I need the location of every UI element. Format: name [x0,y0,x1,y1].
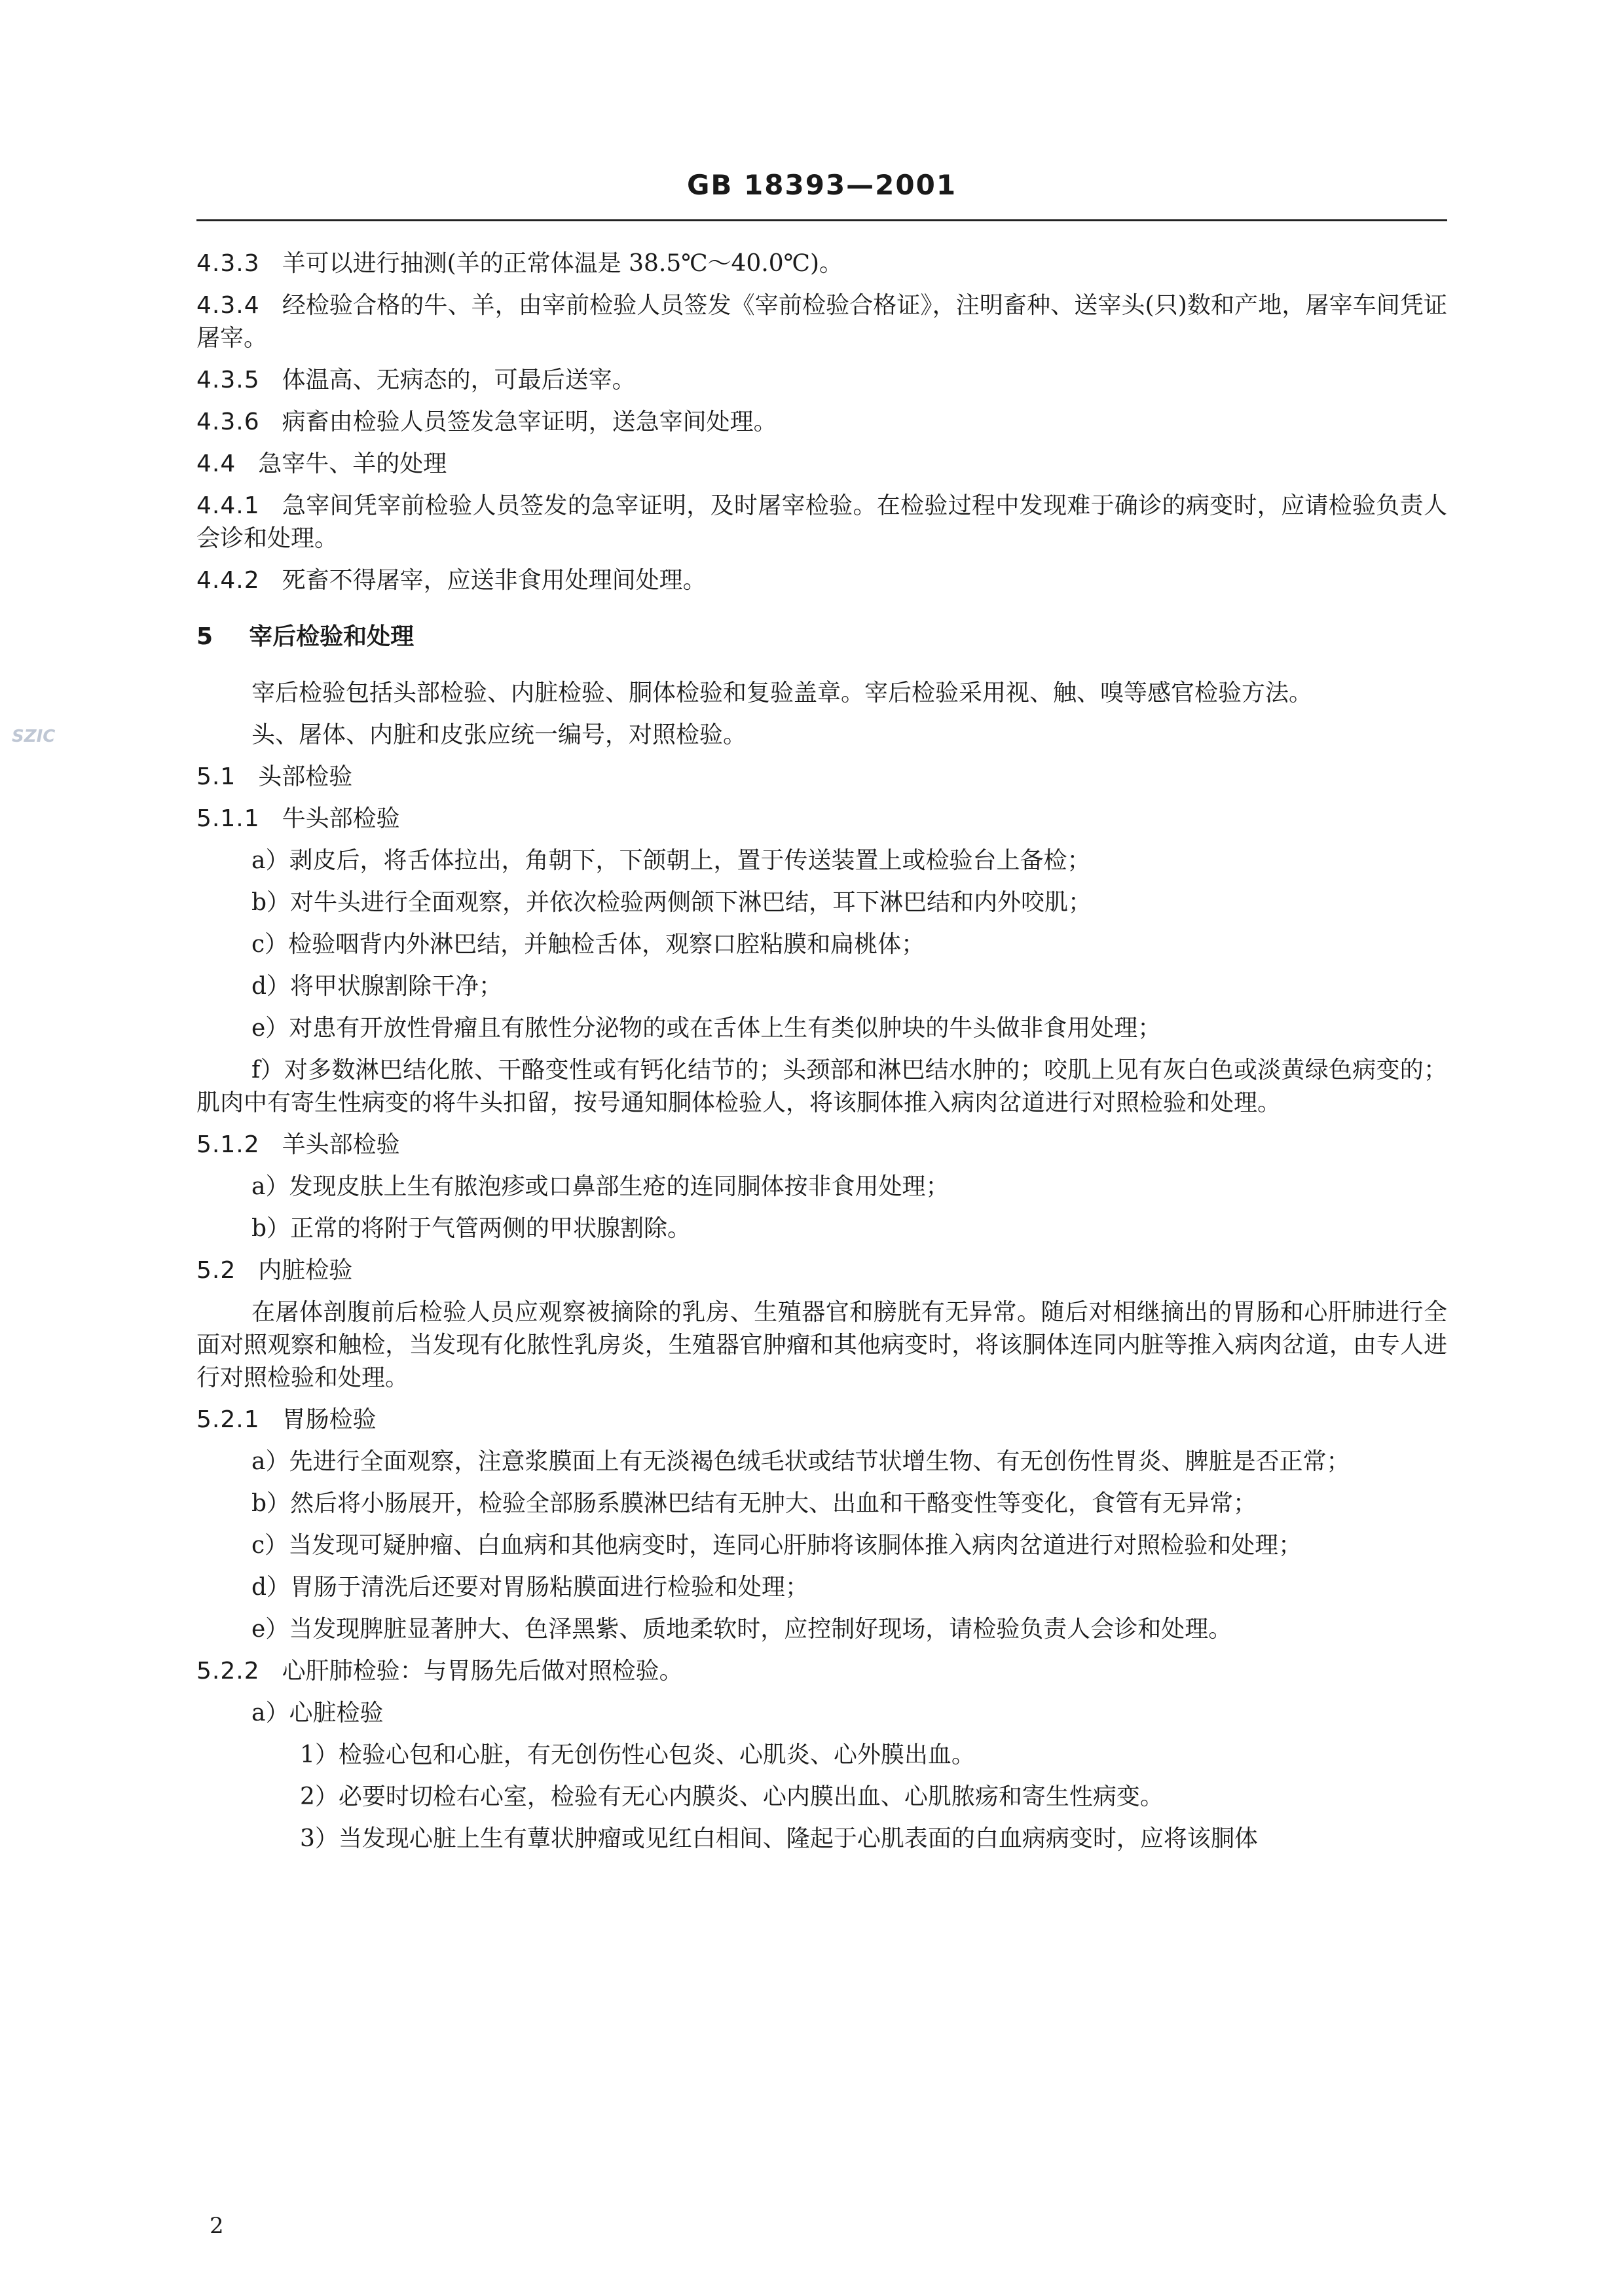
paragraph [196,970,1447,1003]
clause-number: 5.2.1 [196,1406,260,1433]
clause-text: 2）必要时切检右心室，检验有无心内膜炎、心内膜出血、心肌脓疡和寄生性病变。 [300,1783,1164,1810]
clause-text: d）将甲状腺割除干净； [251,973,503,1000]
clause [196,406,1447,439]
clause-number: 4.4.2 [196,567,260,594]
clause [196,761,1447,793]
clause [196,247,1447,280]
paragraph [196,1212,1447,1245]
clause-text: f）对多数淋巴结化脓、干酪变性或有钙化结节的；头颈部和淋巴结水肿的；咬肌上见有灰白色或淡黄绿色病变的；肌肉中有寄生性病变的将牛头扣留，按号通知胴体检验人，将该胴体推入病肉岔道进行对照检验和处理。 [196,1057,1447,1116]
paragraph [196,1571,1447,1604]
clause-number: 4.3.3 [196,250,260,277]
clause-text: 在屠体剖腹前后检验人员应观察被摘除的乳房、生殖器官和膀胱有无异常。随后对相继摘出的胃肠和心肝肺进行全面对照观察和触检，当发现有化脓性乳房炎，生殖器官肿瘤和其他病变时，将该胴体连同内脏等推入病肉岔道，由专人进行对照检验和处理。 [196,1299,1447,1391]
clause-text: 死畜不得屠宰，应送非食用处理间处理。 [282,567,707,594]
clause-text: c）检验咽背内外淋巴结，并触检舌体，观察口腔粘膜和扁桃体； [251,931,925,958]
clause-text: 牛头部检验 [282,805,400,832]
clause-text: 体温高、无病态的，可最后送宰。 [282,367,636,393]
clause-text: a）心脏检验 [251,1700,384,1726]
clause [196,1129,1447,1161]
clause [196,1655,1447,1688]
paragraph [196,1781,1447,1813]
body-text [196,247,1447,1865]
clause-number: 5.1.1 [196,805,260,832]
clause-number: 4.3.6 [196,409,260,435]
clause-text: 病畜由检验人员签发急宰证明，送急宰间处理。 [282,409,777,435]
clause-text: b）对牛头进行全面观察，并依次检验两侧颌下淋巴结，耳下淋巴结和内外咬肌； [251,889,1092,916]
clause-text: 胃肠检验 [282,1406,377,1433]
clause-number: 4.3.5 [196,367,260,393]
clause-text: 经检验合格的牛、羊，由宰前检验人员签发《宰前检验合格证》，注明畜种、送宰头(只)数和产地，屠宰车间凭证屠宰。 [196,292,1447,352]
clause [196,289,1447,355]
clause-text: 3）当发现心脏上生有蕈状肿瘤或见红白相间、隆起于心肌表面的白血病病变时，应将该胴体 [300,1825,1258,1852]
paragraph [196,1171,1447,1203]
paragraph [196,1054,1447,1120]
clause-text: a）先进行全面观察，注意浆膜面上有无淡褐色绒毛状或结节状增生物、有无创伤性胃炎、脾脏是否正常； [251,1448,1350,1475]
clause-text: 宰后检验包括头部检验、内脏检验、胴体检验和复验盖章。宰后检验采用视、触、嗅等感官检验方法。 [251,680,1313,706]
paragraph [196,886,1447,919]
paragraph [196,928,1447,961]
clause-text: a）剥皮后，将舌体拉出，角朝下，下颌朝上，置于传送装置上或检验台上备检； [251,847,1091,874]
clause [196,803,1447,835]
page-number: 2 [210,2213,224,2239]
clause-text: 羊头部检验 [282,1131,400,1158]
clause-text: b）正常的将附于气管两侧的甲状腺割除。 [251,1215,692,1242]
clause [196,1404,1447,1436]
clause-text: 羊可以进行抽测(羊的正常体温是 38.5℃～40.0℃)。 [282,250,843,277]
clause-number: 4.4.1 [196,492,260,519]
clause-text: e）当发现脾脏显著肿大、色泽黑紫、质地柔软时，应控制好现场，请检验负责人会诊和处理。 [251,1616,1232,1643]
clause-number: 5.1 [196,763,236,790]
paragraph [196,1739,1447,1772]
clause-number: 5.2 [196,1257,236,1284]
clause-number: 4.3.4 [196,292,260,319]
section-heading [196,621,1447,653]
clause-text: b）然后将小肠展开，检验全部肠系膜淋巴结有无肿大、出血和干酪变性等变化，食管有无异常； [251,1490,1257,1517]
clause [196,448,1447,481]
clause-number: 5.1.2 [196,1131,260,1158]
clause-text: d）胃肠于清洗后还要对胃肠粘膜面进行检验和处理； [251,1574,809,1601]
side-watermark: SZIC [12,727,56,746]
clause [196,490,1447,555]
clause-text: 1）检验心包和心脏，有无创伤性心包炎、心肌炎、心外膜出血。 [300,1741,975,1768]
paragraph [196,845,1447,877]
clause-text: a）发现皮肤上生有脓泡疹或口鼻部生疮的连同胴体按非食用处理； [251,1173,950,1200]
paragraph [196,1613,1447,1646]
clause [196,364,1447,397]
clause-text: 头、屠体、内脏和皮张应统一编号，对照检验。 [251,721,747,748]
page-header-title: GB 18393—2001 [686,169,957,201]
clause-number: 5.2.2 [196,1658,260,1685]
clause-text: 头部检验 [258,763,353,790]
clause [196,564,1447,597]
header-rule [196,219,1447,221]
paragraph [196,1487,1447,1520]
clause-text: c）当发现可疑肿瘤、白血病和其他病变时，连同心肝肺将该胴体推入病肉岔道进行对照检验和处理； [251,1532,1302,1559]
paragraph [196,1446,1447,1478]
paragraph [196,1012,1447,1045]
clause-text: 内脏检验 [258,1257,353,1284]
paragraph [196,1529,1447,1562]
clause-number: 5 [196,623,214,650]
clause-number: 4.4 [196,450,236,477]
clause-text: 急宰牛、羊的处理 [258,450,447,477]
clause-text: 急宰间凭宰前检验人员签发的急宰证明，及时屠宰检验。在检验过程中发现难于确诊的病变时，应请检验负责人会诊和处理。 [196,492,1447,552]
clause-text: 宰后检验和处理 [249,623,415,650]
paragraph [196,1697,1447,1730]
paragraph [196,677,1447,710]
clause-text: e）对患有开放性骨瘤且有脓性分泌物的或在舌体上生有类似肿块的牛头做非食用处理； [251,1015,1162,1042]
clause-text: 心肝肺检验：与胃肠先后做对照检验。 [282,1658,683,1685]
paragraph [196,1823,1447,1855]
paragraph [196,719,1447,752]
clause [196,1254,1447,1287]
paragraph [196,1296,1447,1394]
